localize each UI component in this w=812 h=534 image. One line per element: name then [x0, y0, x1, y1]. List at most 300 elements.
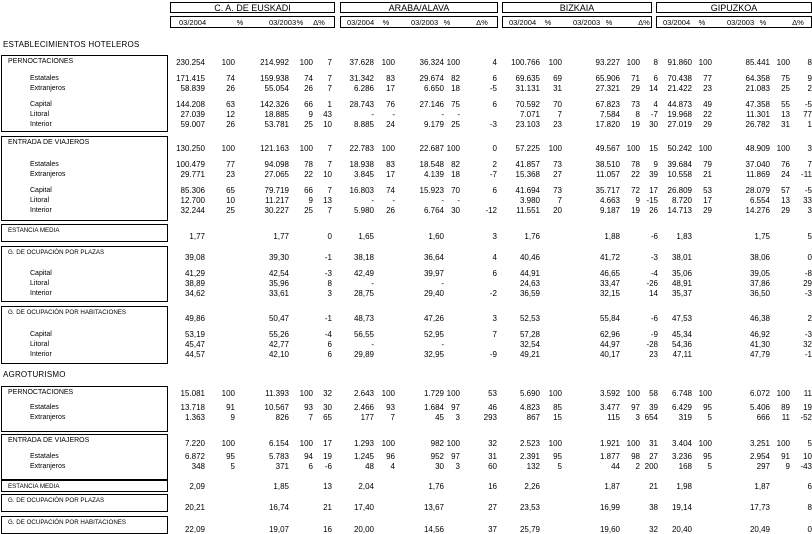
table-cell: 41.694: [515, 186, 540, 195]
table-cell: 76: [386, 100, 395, 109]
table-cell: 1,98: [676, 482, 692, 491]
column-header: Δ%: [476, 18, 488, 27]
table-cell: 37.628: [349, 58, 374, 67]
table-cell: 36,50: [749, 289, 770, 298]
table-cell: -3: [324, 269, 332, 278]
table-cell: 3.980: [519, 196, 540, 205]
table-cell: 100: [698, 144, 712, 153]
table-cell: 1.877: [599, 452, 620, 461]
table-cell: 1,65: [358, 232, 374, 241]
table-row: [0, 58, 812, 67]
table-cell: 100.766: [511, 58, 540, 67]
table-cell: 6.072: [749, 389, 770, 398]
column-header: Δ%: [638, 18, 650, 27]
table-cell: 666: [756, 413, 770, 422]
table-cell: 45: [435, 413, 444, 422]
table-cell: 30: [649, 120, 658, 129]
table-cell: 33,61: [268, 289, 289, 298]
table-cell: 89: [781, 403, 790, 412]
table-cell: [522, 232, 562, 241]
table-cell: 7.584: [599, 110, 620, 119]
group-label: G. DE OCUPACIÓN POR HABITACIONES: [8, 519, 127, 526]
table-cell: [195, 482, 235, 491]
table-cell: 26: [304, 84, 313, 93]
table-row: [0, 110, 812, 119]
table-cell: [195, 232, 235, 241]
table-cell: 66: [304, 100, 313, 109]
table-cell: 30.227: [264, 206, 289, 215]
table-cell: 100: [299, 144, 313, 153]
table-cell: 25: [451, 120, 460, 129]
table-cell: 13: [323, 196, 332, 205]
table-cell: 42,77: [268, 340, 289, 349]
region-header: GIPUZKOA: [656, 2, 812, 13]
table-cell: 2.523: [519, 439, 540, 448]
table-cell: -26: [646, 279, 658, 288]
table-cell: 95: [703, 403, 712, 412]
table-cell: 9: [653, 160, 658, 169]
table-cell: 100: [548, 58, 562, 67]
table-cell: 21: [323, 503, 332, 512]
table-cell: 38.510: [595, 160, 620, 169]
table-cell: 23,53: [519, 503, 540, 512]
table-cell: 144.208: [176, 100, 205, 109]
table-cell: 7: [308, 413, 313, 422]
table-cell: 97: [451, 403, 460, 412]
table-cell: 4: [492, 253, 497, 262]
table-cell: 1,76: [524, 232, 540, 241]
table-cell: 25: [226, 206, 235, 215]
table-cell: 23: [226, 170, 235, 179]
table-cell: [672, 279, 712, 288]
table-cell: 3.592: [599, 389, 620, 398]
table-cell: 19: [631, 206, 640, 215]
table-cell: 57,28: [519, 330, 540, 339]
table-cell: 11: [781, 413, 790, 422]
table-cell: 100: [446, 389, 460, 398]
table-cell: 29.771: [180, 170, 205, 179]
table-cell: [522, 525, 562, 534]
table-cell: 14.276: [745, 206, 770, 215]
row-label: Interior: [30, 207, 52, 214]
table-cell: 5.406: [749, 403, 770, 412]
table-cell: 214.992: [260, 58, 289, 67]
table-cell: 100: [698, 389, 712, 398]
table-cell: 100: [776, 144, 790, 153]
table-cell: 27.039: [180, 110, 205, 119]
table-cell: 11.393: [265, 389, 289, 398]
table-cell: 23: [649, 350, 658, 359]
table-cell: 38,89: [184, 279, 205, 288]
column-header-row: [170, 16, 335, 28]
table-cell: 29: [703, 206, 712, 215]
table-cell: 33: [803, 196, 812, 205]
column-header: 03/2004: [347, 18, 375, 27]
column-header: %: [605, 18, 613, 27]
row-label: Extranjeros: [30, 463, 66, 470]
table-cell: 8.885: [353, 120, 374, 129]
table-cell: 22: [703, 110, 712, 119]
table-cell: 32,54: [519, 340, 540, 349]
table-cell: 74: [304, 74, 313, 83]
table-cell: -3: [804, 330, 812, 339]
table-cell: 31: [553, 84, 562, 93]
table-cell: 32: [488, 439, 497, 448]
table-cell: 1,85: [273, 482, 289, 491]
table-cell: 17: [386, 170, 395, 179]
table-cell: 39: [649, 403, 658, 412]
table-cell: 100: [446, 58, 460, 67]
table-cell: 74: [386, 186, 395, 195]
table-cell: 95: [553, 452, 562, 461]
table-cell: 100: [381, 58, 395, 67]
table-cell: 19,14: [671, 503, 692, 512]
table-cell: 40,17: [599, 350, 620, 359]
region-header: BIZKAIA: [502, 2, 652, 13]
table-row: [0, 314, 812, 323]
table-cell: 293: [483, 413, 497, 422]
table-cell: 46,65: [599, 269, 620, 278]
table-cell: -1: [324, 253, 332, 262]
table-cell: -: [441, 340, 444, 349]
table-cell: 94.098: [264, 160, 289, 169]
row-label: Estatales: [30, 404, 59, 411]
table-cell: 30: [435, 462, 444, 471]
table-row: [0, 144, 812, 153]
table-cell: 115: [607, 413, 620, 422]
table-cell: 3.477: [599, 403, 620, 412]
column-header: 03/2004: [179, 18, 207, 27]
table-cell: [672, 314, 712, 323]
table-cell: 1,77: [273, 232, 289, 241]
table-cell: 8: [653, 58, 658, 67]
column-header: 03/2003: [411, 18, 439, 27]
table-cell: 100.479: [176, 160, 205, 169]
table-cell: 14: [649, 289, 658, 298]
table-cell: 4.139: [423, 170, 444, 179]
table-cell: 1.245: [353, 452, 374, 461]
table-cell: 7: [327, 74, 332, 83]
table-cell: 39,05: [749, 269, 770, 278]
table-cell: [355, 232, 395, 241]
table-cell: 22.687: [419, 144, 444, 153]
table-cell: 35,37: [671, 289, 692, 298]
table-cell: -: [457, 196, 460, 205]
table-cell: [195, 340, 235, 349]
table-row: [0, 350, 812, 359]
table-cell: 18: [451, 84, 460, 93]
row-label: Litoral: [30, 341, 50, 348]
table-cell: 2: [492, 160, 497, 169]
table-cell: 297: [756, 462, 770, 471]
table-cell: 31: [488, 452, 497, 461]
table-cell: 44,57: [184, 350, 205, 359]
row-label: Extranjeros: [30, 85, 66, 92]
table-cell: 32,95: [423, 350, 444, 359]
table-cell: [195, 279, 235, 288]
table-cell: 37,86: [749, 279, 770, 288]
column-header-row: [340, 16, 498, 28]
table-cell: [355, 279, 395, 288]
table-cell: 31.131: [515, 84, 540, 93]
table-cell: 6.286: [353, 84, 374, 93]
table-cell: 121.163: [260, 144, 289, 153]
table-cell: 55: [781, 100, 790, 109]
row-label: Extranjeros: [30, 171, 66, 178]
table-cell: -12: [485, 206, 497, 215]
table-cell: -: [457, 110, 460, 119]
table-cell: 5.690: [519, 389, 540, 398]
table-cell: 0: [492, 144, 497, 153]
table-cell: [522, 482, 562, 491]
table-cell: 9.187: [599, 206, 620, 215]
table-cell: 10.558: [667, 170, 692, 179]
table-cell: 6.748: [671, 389, 692, 398]
table-cell: 5: [707, 413, 712, 422]
table-cell: 19: [323, 452, 332, 461]
table-cell: [355, 350, 395, 359]
table-cell: 49: [703, 100, 712, 109]
table-cell: 7.071: [519, 110, 540, 119]
table-cell: 1: [807, 120, 812, 129]
table-cell: 79.719: [264, 186, 289, 195]
table-cell: 85.306: [180, 186, 205, 195]
table-cell: 22.783: [349, 144, 374, 153]
table-cell: 36,59: [519, 289, 540, 298]
table-row: [0, 503, 812, 512]
column-header: %: [544, 18, 552, 27]
table-cell: 62,96: [599, 330, 620, 339]
table-cell: [672, 253, 712, 262]
table-cell: 6: [492, 74, 497, 83]
group-label: ENTRADA DE VIAJEROS: [8, 437, 90, 444]
table-cell: 94: [304, 452, 313, 461]
table-cell: 100: [698, 58, 712, 67]
column-header: 03/2004: [663, 18, 691, 27]
table-cell: 44,97: [599, 340, 620, 349]
table-cell: 32.244: [180, 206, 205, 215]
table-cell: 37: [488, 525, 497, 534]
table-cell: 91: [781, 452, 790, 461]
table-cell: 654: [644, 413, 658, 422]
table-cell: -: [441, 196, 444, 205]
table-cell: 3.845: [353, 170, 374, 179]
table-cell: 47,79: [749, 350, 770, 359]
table-cell: -5: [804, 186, 812, 195]
table-cell: 28,75: [353, 289, 374, 298]
table-cell: 13.718: [180, 403, 205, 412]
table-cell: -: [371, 110, 374, 119]
table-cell: [195, 253, 235, 262]
table-cell: -2: [489, 289, 497, 298]
table-cell: 21.083: [745, 84, 770, 93]
table-cell: [355, 330, 395, 339]
table-cell: 7: [327, 84, 332, 93]
table-cell: 5.980: [353, 206, 374, 215]
table-cell: -6: [650, 232, 658, 241]
table-cell: 371: [275, 462, 289, 471]
table-cell: 23: [703, 84, 712, 93]
table-cell: 3: [807, 144, 812, 153]
table-cell: -4: [324, 330, 332, 339]
table-cell: 5: [230, 462, 235, 471]
table-cell: 100: [698, 439, 712, 448]
table-cell: 70.438: [667, 74, 692, 83]
table-cell: 56,55: [353, 330, 374, 339]
table-cell: 26: [649, 206, 658, 215]
table-cell: 7: [327, 144, 332, 153]
table-cell: 952: [430, 452, 444, 461]
table-cell: 3: [327, 289, 332, 298]
table-cell: 69: [553, 74, 562, 83]
table-cell: 7: [557, 196, 562, 205]
table-cell: 83: [386, 160, 395, 169]
table-cell: -9: [650, 330, 658, 339]
table-row: [0, 279, 812, 288]
table-cell: 19: [631, 120, 640, 129]
table-cell: -: [441, 279, 444, 288]
table-cell: 3: [455, 413, 460, 422]
table-cell: 2: [635, 462, 640, 471]
table-cell: -9: [489, 350, 497, 359]
table-cell: -6: [324, 462, 332, 471]
table-cell: 32: [323, 389, 332, 398]
table-cell: 17: [703, 196, 712, 205]
region-header: C. A. DE EUSKADI: [170, 2, 335, 13]
table-cell: 82: [451, 74, 460, 83]
table-cell: 2: [807, 84, 812, 93]
table-cell: 57: [781, 186, 790, 195]
table-cell: 97: [631, 403, 640, 412]
table-cell: 3: [492, 232, 497, 241]
table-cell: [522, 314, 562, 323]
table-cell: 11.551: [516, 206, 540, 215]
table-cell: -3: [489, 120, 497, 129]
table-cell: 14,56: [423, 525, 444, 534]
table-cell: 31: [781, 120, 790, 129]
row-label: Extranjeros: [30, 414, 66, 421]
table-cell: [522, 279, 562, 288]
table-cell: [522, 503, 562, 512]
table-cell: 8: [807, 58, 812, 67]
table-cell: 26: [386, 206, 395, 215]
table-cell: 132: [526, 462, 540, 471]
table-cell: 52,53: [519, 314, 540, 323]
table-cell: 159.938: [260, 74, 289, 83]
table-cell: 42,49: [353, 269, 374, 278]
table-cell: 9: [635, 196, 640, 205]
table-cell: 6.764: [423, 206, 444, 215]
table-cell: 826: [275, 413, 289, 422]
table-cell: 6: [327, 340, 332, 349]
table-cell: -5: [804, 100, 812, 109]
table-cell: 6.554: [749, 196, 770, 205]
table-cell: 91: [226, 403, 235, 412]
table-cell: 100: [626, 58, 640, 67]
table-cell: 46,38: [749, 314, 770, 323]
table-cell: 52,95: [423, 330, 444, 339]
table-cell: 26.782: [745, 120, 770, 129]
table-cell: 100: [776, 58, 790, 67]
table-cell: 47,11: [672, 350, 692, 359]
table-cell: 9: [308, 110, 313, 119]
table-cell: [355, 289, 395, 298]
table-cell: 27: [488, 503, 497, 512]
table-cell: 8: [327, 279, 332, 288]
table-cell: [420, 525, 460, 534]
column-header: %: [759, 18, 767, 27]
table-cell: 100: [776, 439, 790, 448]
table-cell: [672, 482, 712, 491]
table-cell: 49,86: [184, 314, 205, 323]
table-row: [0, 403, 812, 412]
table-cell: 2,26: [524, 482, 540, 491]
table-cell: 100: [221, 144, 235, 153]
table-row: [0, 289, 812, 298]
table-cell: 23.103: [515, 120, 540, 129]
table-cell: 17,73: [749, 503, 770, 512]
table-cell: 70.592: [515, 100, 540, 109]
table-cell: 100: [381, 144, 395, 153]
table-cell: 100: [446, 144, 460, 153]
table-cell: 45,34: [671, 330, 692, 339]
table-cell: 17: [386, 84, 395, 93]
table-cell: 200: [644, 462, 658, 471]
table-cell: 46: [488, 403, 497, 412]
section-title: AGROTURISMO: [3, 370, 66, 379]
group-label: G. DE OCUPACIÓN POR PLAZAS: [8, 497, 105, 504]
table-cell: -7: [650, 110, 658, 119]
table-cell: 25,79: [519, 525, 540, 534]
table-cell: 19.968: [667, 110, 692, 119]
table-cell: [522, 340, 562, 349]
table-row: [0, 525, 812, 534]
table-cell: 6: [807, 482, 812, 491]
table-cell: -7: [489, 170, 497, 179]
table-cell: [420, 503, 460, 512]
table-cell: 82: [451, 160, 460, 169]
table-cell: [195, 525, 235, 534]
table-cell: [195, 350, 235, 359]
table-cell: 30: [451, 206, 460, 215]
row-label: Estatales: [30, 161, 59, 168]
table-cell: 7: [557, 110, 562, 119]
region-header: ARABA/ALAVA: [340, 2, 498, 13]
table-cell: 19,07: [268, 525, 289, 534]
table-cell: [420, 269, 460, 278]
table-cell: 16,74: [268, 503, 289, 512]
table-cell: 15.923: [419, 186, 444, 195]
table-cell: [355, 340, 395, 349]
table-cell: [355, 525, 395, 534]
table-cell: 41,30: [749, 340, 770, 349]
column-header: %: [236, 18, 244, 27]
table-cell: 14: [649, 84, 658, 93]
table-cell: 48,91: [671, 279, 692, 288]
table-cell: 95: [703, 452, 712, 461]
table-cell: 3.251: [749, 439, 770, 448]
table-cell: 100: [626, 144, 640, 153]
table-cell: 0: [327, 232, 332, 241]
table-cell: 16: [323, 525, 332, 534]
column-header: Δ%: [313, 18, 325, 27]
table-cell: -5: [489, 84, 497, 93]
table-cell: 142.326: [260, 100, 289, 109]
table-cell: 40,46: [519, 253, 540, 262]
table-cell: 53,19: [184, 330, 205, 339]
table-cell: 100: [776, 389, 790, 398]
table-cell: 33,47: [599, 279, 620, 288]
